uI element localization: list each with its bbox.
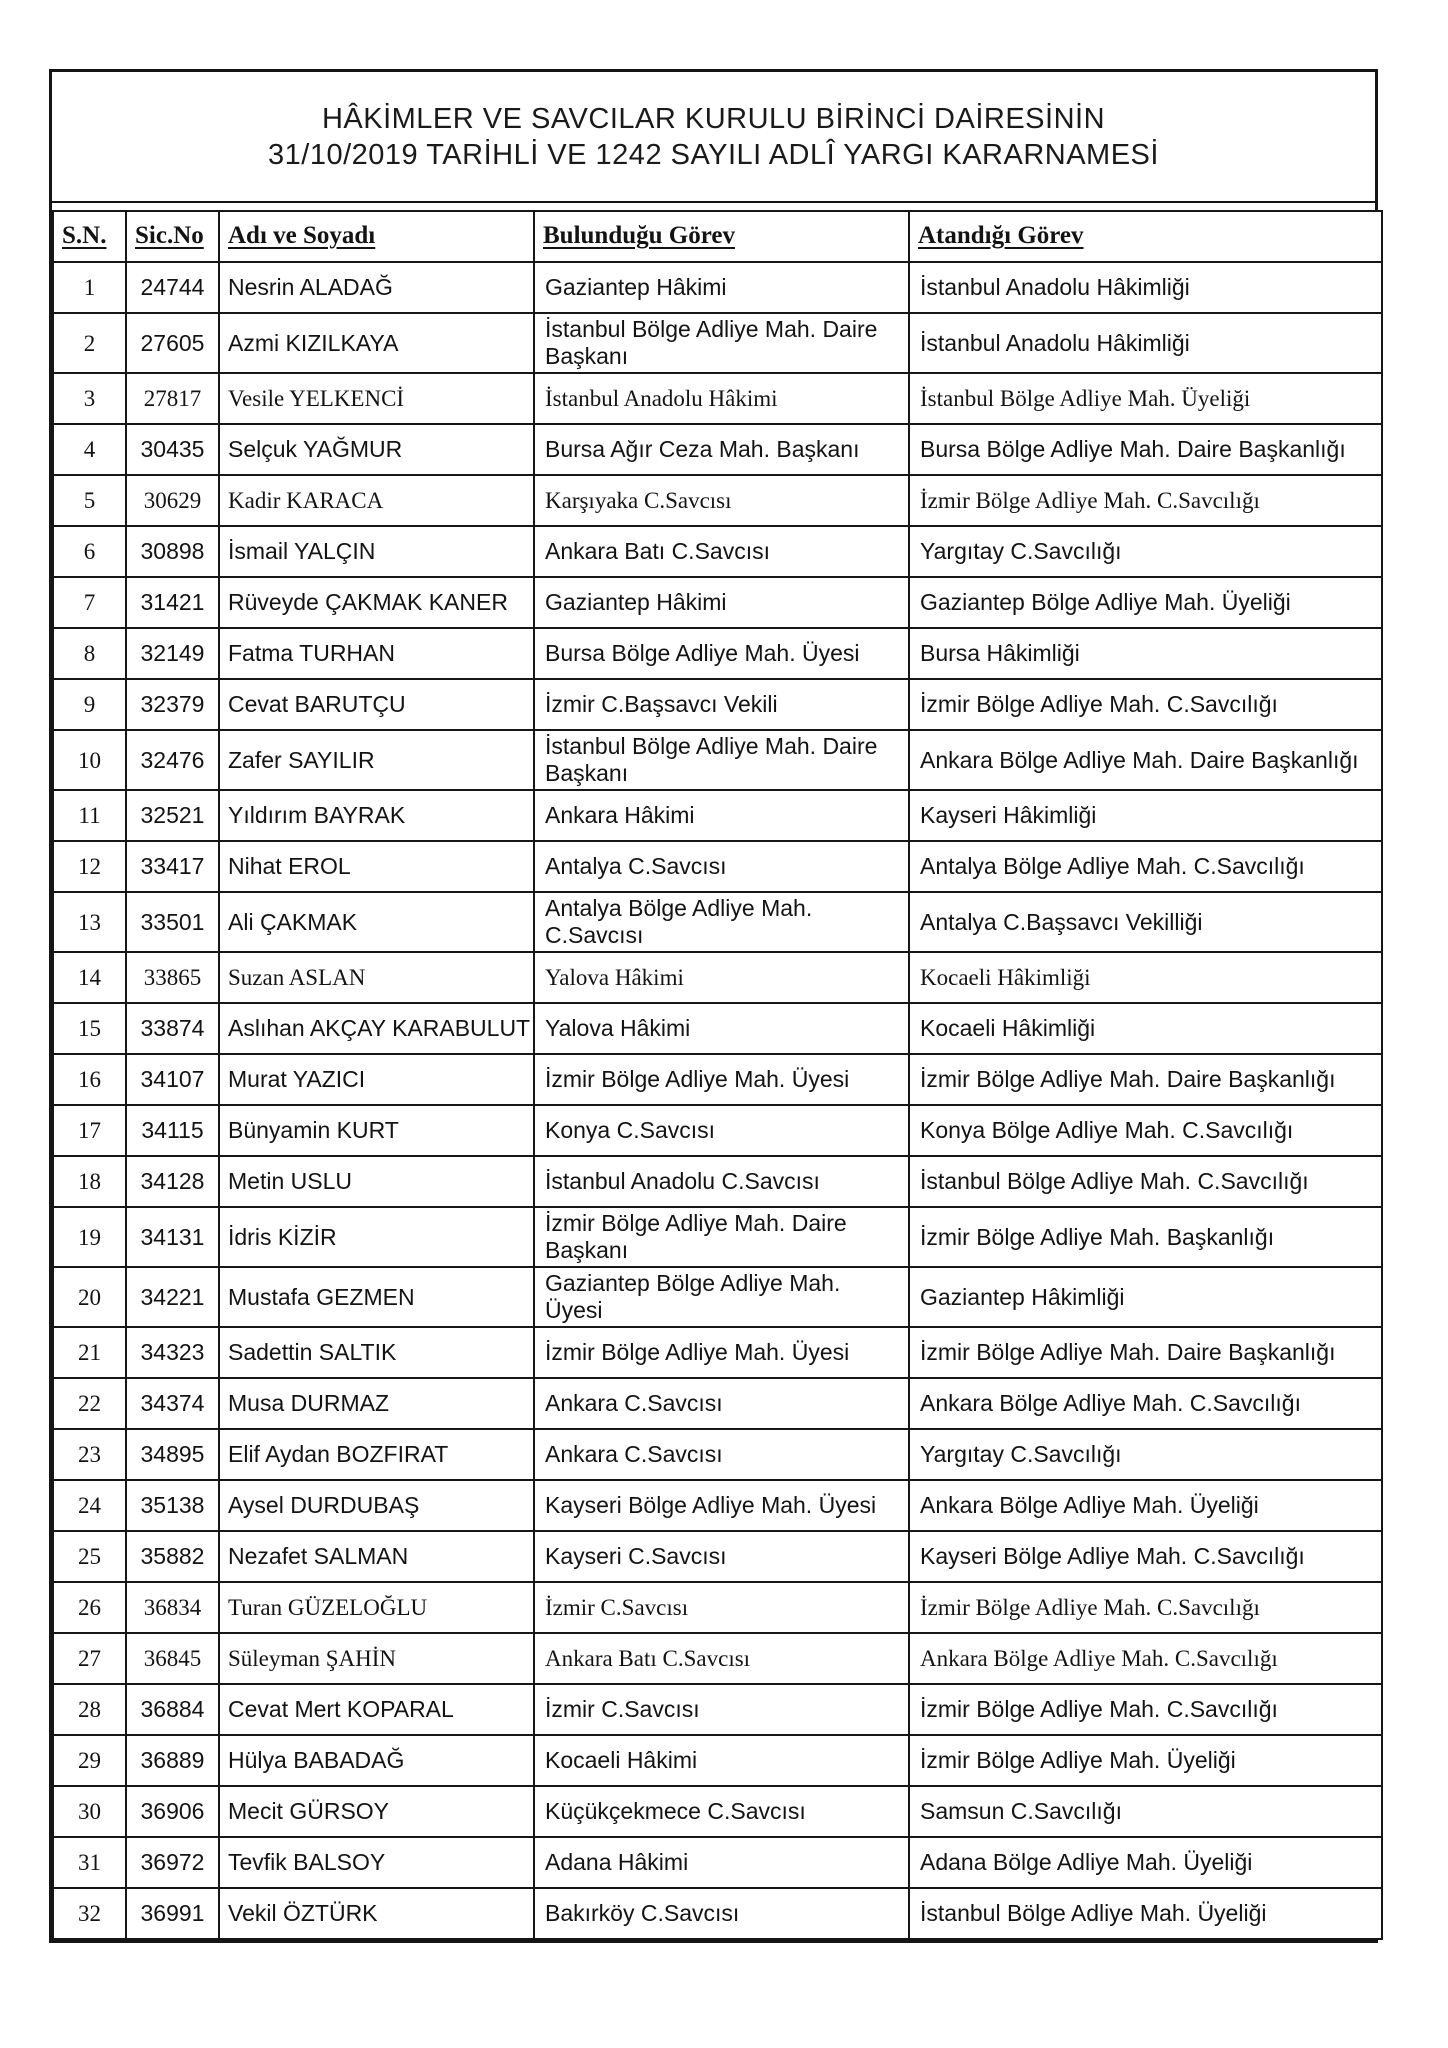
sicno-cell: 27605 bbox=[126, 313, 219, 373]
appointments-table bbox=[52, 210, 1383, 1940]
table-row bbox=[53, 1531, 1382, 1582]
current-cell: İstanbul Anadolu Hâkimi bbox=[534, 373, 909, 424]
assigned-cell: İzmir Bölge Adliye Mah. Daire Başkanlığı bbox=[909, 1327, 1382, 1378]
sicno-cell: 36991 bbox=[126, 1888, 219, 1939]
table-row bbox=[53, 1633, 1382, 1684]
table-row bbox=[53, 1582, 1382, 1633]
assigned-cell: İzmir Bölge Adliye Mah. C.Savcılığı bbox=[909, 679, 1382, 730]
sicno-cell: 33417 bbox=[126, 841, 219, 892]
name-cell: Selçuk YAĞMUR bbox=[219, 424, 534, 475]
table-row bbox=[53, 1156, 1382, 1207]
current-cell: Küçükçekmece C.Savcısı bbox=[534, 1786, 909, 1837]
current-cell: Yalova Hâkimi bbox=[534, 1003, 909, 1054]
sicno-cell: 34107 bbox=[126, 1054, 219, 1105]
current-cell: Bakırköy C.Savcısı bbox=[534, 1888, 909, 1939]
table-header-row bbox=[53, 211, 1382, 262]
current-cell: Kayseri C.Savcısı bbox=[534, 1531, 909, 1582]
current-cell: Ankara Hâkimi bbox=[534, 790, 909, 841]
current-cell: Ankara Batı C.Savcısı bbox=[534, 526, 909, 577]
current-cell: İstanbul Bölge Adliye Mah. Daire Başkanı bbox=[534, 313, 909, 373]
table-row bbox=[53, 1480, 1382, 1531]
sn-cell: 23 bbox=[53, 1429, 126, 1480]
sn-cell: 5 bbox=[53, 475, 126, 526]
sicno-cell: 34128 bbox=[126, 1156, 219, 1207]
name-cell: Hülya BABADAĞ bbox=[219, 1735, 534, 1786]
sn-cell: 28 bbox=[53, 1684, 126, 1735]
name-cell: Nesrin ALADAĞ bbox=[219, 262, 534, 313]
table-row bbox=[53, 373, 1382, 424]
sn-cell: 8 bbox=[53, 628, 126, 679]
table-row bbox=[53, 424, 1382, 475]
assigned-cell: Ankara Bölge Adliye Mah. C.Savcılığı bbox=[909, 1378, 1382, 1429]
assigned-cell: Antalya C.Başsavcı Vekilliği bbox=[909, 892, 1382, 952]
assigned-cell: Bursa Bölge Adliye Mah. Daire Başkanlığı bbox=[909, 424, 1382, 475]
sicno-cell: 36884 bbox=[126, 1684, 219, 1735]
assigned-cell: Kocaeli Hâkimliği bbox=[909, 1003, 1382, 1054]
sn-cell: 31 bbox=[53, 1837, 126, 1888]
name-cell: Bünyamin KURT bbox=[219, 1105, 534, 1156]
current-cell: İstanbul Anadolu C.Savcısı bbox=[534, 1156, 909, 1207]
name-cell: Musa DURMAZ bbox=[219, 1378, 534, 1429]
sicno-cell: 33865 bbox=[126, 952, 219, 1003]
assigned-cell: İzmir Bölge Adliye Mah. Başkanlığı bbox=[909, 1207, 1382, 1267]
assigned-cell: İzmir Bölge Adliye Mah. Daire Başkanlığı bbox=[909, 1054, 1382, 1105]
col-header-sn: S.N. bbox=[53, 211, 126, 262]
sicno-cell: 34115 bbox=[126, 1105, 219, 1156]
assigned-cell: Kayseri Bölge Adliye Mah. C.Savcılığı bbox=[909, 1531, 1382, 1582]
current-cell: İzmir C.Savcısı bbox=[534, 1582, 909, 1633]
decree-document bbox=[49, 69, 1378, 1943]
name-cell: Aslıhan AKÇAY KARABULUT bbox=[219, 1003, 534, 1054]
table-row bbox=[53, 628, 1382, 679]
assigned-cell: Adana Bölge Adliye Mah. Üyeliği bbox=[909, 1837, 1382, 1888]
current-cell: Konya C.Savcısı bbox=[534, 1105, 909, 1156]
table-row bbox=[53, 952, 1382, 1003]
sicno-cell: 27817 bbox=[126, 373, 219, 424]
name-cell: Murat YAZICI bbox=[219, 1054, 534, 1105]
current-cell: Bursa Bölge Adliye Mah. Üyesi bbox=[534, 628, 909, 679]
current-cell: Ankara C.Savcısı bbox=[534, 1429, 909, 1480]
sicno-cell: 24744 bbox=[126, 262, 219, 313]
sn-cell: 10 bbox=[53, 730, 126, 790]
document-title-line1: HÂKİMLER VE SAVCILAR KURULU BİRİNCİ DAİRESİNİN bbox=[321, 102, 1106, 135]
sn-cell: 11 bbox=[53, 790, 126, 841]
table-row bbox=[53, 1267, 1382, 1327]
document-title bbox=[52, 72, 1375, 203]
sn-cell: 15 bbox=[53, 1003, 126, 1054]
name-cell: Nezafet SALMAN bbox=[219, 1531, 534, 1582]
col-header-assigned: Atandığı Görev bbox=[909, 211, 1382, 262]
sn-cell: 27 bbox=[53, 1633, 126, 1684]
sicno-cell: 30898 bbox=[126, 526, 219, 577]
table-row bbox=[53, 577, 1382, 628]
assigned-cell: Kocaeli Hâkimliği bbox=[909, 952, 1382, 1003]
sicno-cell: 35138 bbox=[126, 1480, 219, 1531]
table-row bbox=[53, 1207, 1382, 1267]
sicno-cell: 34895 bbox=[126, 1429, 219, 1480]
assigned-cell: Antalya Bölge Adliye Mah. C.Savcılığı bbox=[909, 841, 1382, 892]
sn-cell: 3 bbox=[53, 373, 126, 424]
col-header-sicno: Sic.No bbox=[126, 211, 219, 262]
name-cell: Tevfik BALSOY bbox=[219, 1837, 534, 1888]
sn-cell: 29 bbox=[53, 1735, 126, 1786]
sicno-cell: 36906 bbox=[126, 1786, 219, 1837]
sn-cell: 16 bbox=[53, 1054, 126, 1105]
table-row bbox=[53, 526, 1382, 577]
table-row bbox=[53, 790, 1382, 841]
current-cell: Kocaeli Hâkimi bbox=[534, 1735, 909, 1786]
sn-cell: 12 bbox=[53, 841, 126, 892]
current-cell: Gaziantep Hâkimi bbox=[534, 262, 909, 313]
current-cell: İzmir Bölge Adliye Mah. Daire Başkanı bbox=[534, 1207, 909, 1267]
table-row bbox=[53, 1327, 1382, 1378]
assigned-cell: İzmir Bölge Adliye Mah. Üyeliği bbox=[909, 1735, 1382, 1786]
assigned-cell: Yargıtay C.Savcılığı bbox=[909, 1429, 1382, 1480]
name-cell: Suzan ASLAN bbox=[219, 952, 534, 1003]
sicno-cell: 30435 bbox=[126, 424, 219, 475]
name-cell: Mustafa GEZMEN bbox=[219, 1267, 534, 1327]
name-cell: Ali ÇAKMAK bbox=[219, 892, 534, 952]
sicno-cell: 36845 bbox=[126, 1633, 219, 1684]
sicno-cell: 36972 bbox=[126, 1837, 219, 1888]
sn-cell: 22 bbox=[53, 1378, 126, 1429]
current-cell: Ankara C.Savcısı bbox=[534, 1378, 909, 1429]
table-row bbox=[53, 841, 1382, 892]
current-cell: İzmir Bölge Adliye Mah. Üyesi bbox=[534, 1054, 909, 1105]
current-cell: Kayseri Bölge Adliye Mah. Üyesi bbox=[534, 1480, 909, 1531]
assigned-cell: Yargıtay C.Savcılığı bbox=[909, 526, 1382, 577]
sn-cell: 25 bbox=[53, 1531, 126, 1582]
sicno-cell: 34131 bbox=[126, 1207, 219, 1267]
table-row bbox=[53, 1105, 1382, 1156]
name-cell: Rüveyde ÇAKMAK KANER bbox=[219, 577, 534, 628]
table-row bbox=[53, 1003, 1382, 1054]
name-cell: Yıldırım BAYRAK bbox=[219, 790, 534, 841]
sicno-cell: 32149 bbox=[126, 628, 219, 679]
name-cell: Sadettin SALTIK bbox=[219, 1327, 534, 1378]
assigned-cell: İzmir Bölge Adliye Mah. C.Savcılığı bbox=[909, 1684, 1382, 1735]
assigned-cell: İstanbul Bölge Adliye Mah. Üyeliği bbox=[909, 373, 1382, 424]
current-cell: Gaziantep Bölge Adliye Mah. Üyesi bbox=[534, 1267, 909, 1327]
name-cell: Elif Aydan BOZFIRAT bbox=[219, 1429, 534, 1480]
current-cell: Ankara Batı C.Savcısı bbox=[534, 1633, 909, 1684]
sicno-cell: 32379 bbox=[126, 679, 219, 730]
assigned-cell: Gaziantep Bölge Adliye Mah. Üyeliği bbox=[909, 577, 1382, 628]
assigned-cell: Konya Bölge Adliye Mah. C.Savcılığı bbox=[909, 1105, 1382, 1156]
table-row bbox=[53, 679, 1382, 730]
name-cell: Turan GÜZELOĞLU bbox=[219, 1582, 534, 1633]
table-body bbox=[53, 262, 1382, 1939]
sn-cell: 14 bbox=[53, 952, 126, 1003]
title-table-gap bbox=[52, 203, 1375, 210]
assigned-cell: İzmir Bölge Adliye Mah. C.Savcılığı bbox=[909, 1582, 1382, 1633]
name-cell: Vekil ÖZTÜRK bbox=[219, 1888, 534, 1939]
name-cell: İdris KİZİR bbox=[219, 1207, 534, 1267]
current-cell: İzmir C.Başsavcı Vekili bbox=[534, 679, 909, 730]
name-cell: Mecit GÜRSOY bbox=[219, 1786, 534, 1837]
table-row bbox=[53, 892, 1382, 952]
current-cell: İstanbul Bölge Adliye Mah. Daire Başkanı bbox=[534, 730, 909, 790]
sicno-cell: 32521 bbox=[126, 790, 219, 841]
current-cell: Bursa Ağır Ceza Mah. Başkanı bbox=[534, 424, 909, 475]
sn-cell: 19 bbox=[53, 1207, 126, 1267]
col-header-current: Bulunduğu Görev bbox=[534, 211, 909, 262]
name-cell: İsmail YALÇIN bbox=[219, 526, 534, 577]
name-cell: Cevat Mert KOPARAL bbox=[219, 1684, 534, 1735]
assigned-cell: İstanbul Bölge Adliye Mah. Üyeliği bbox=[909, 1888, 1382, 1939]
sicno-cell: 34374 bbox=[126, 1378, 219, 1429]
table-row bbox=[53, 1735, 1382, 1786]
sn-cell: 32 bbox=[53, 1888, 126, 1939]
assigned-cell: Ankara Bölge Adliye Mah. Daire Başkanlığı bbox=[909, 730, 1382, 790]
sn-cell: 13 bbox=[53, 892, 126, 952]
sicno-cell: 36834 bbox=[126, 1582, 219, 1633]
assigned-cell: İstanbul Anadolu Hâkimliği bbox=[909, 262, 1382, 313]
sicno-cell: 35882 bbox=[126, 1531, 219, 1582]
current-cell: İzmir C.Savcısı bbox=[534, 1684, 909, 1735]
sn-cell: 30 bbox=[53, 1786, 126, 1837]
current-cell: Antalya C.Savcısı bbox=[534, 841, 909, 892]
table-row bbox=[53, 475, 1382, 526]
table-row bbox=[53, 730, 1382, 790]
sicno-cell: 33501 bbox=[126, 892, 219, 952]
sicno-cell: 34221 bbox=[126, 1267, 219, 1327]
current-cell: Antalya Bölge Adliye Mah. C.Savcısı bbox=[534, 892, 909, 952]
current-cell: Adana Hâkimi bbox=[534, 1837, 909, 1888]
table-row bbox=[53, 1684, 1382, 1735]
sn-cell: 7 bbox=[53, 577, 126, 628]
sn-cell: 21 bbox=[53, 1327, 126, 1378]
sicno-cell: 33874 bbox=[126, 1003, 219, 1054]
name-cell: Metin USLU bbox=[219, 1156, 534, 1207]
assigned-cell: İzmir Bölge Adliye Mah. C.Savcılığı bbox=[909, 475, 1382, 526]
assigned-cell: Kayseri Hâkimliği bbox=[909, 790, 1382, 841]
sicno-cell: 30629 bbox=[126, 475, 219, 526]
assigned-cell: İstanbul Anadolu Hâkimliği bbox=[909, 313, 1382, 373]
table-row bbox=[53, 1837, 1382, 1888]
assigned-cell: Samsun C.Savcılığı bbox=[909, 1786, 1382, 1837]
name-cell: Kadir KARACA bbox=[219, 475, 534, 526]
sicno-cell: 32476 bbox=[126, 730, 219, 790]
table-row bbox=[53, 1786, 1382, 1837]
assigned-cell: Ankara Bölge Adliye Mah. C.Savcılığı bbox=[909, 1633, 1382, 1684]
name-cell: Nihat EROL bbox=[219, 841, 534, 892]
current-cell: Gaziantep Hâkimi bbox=[534, 577, 909, 628]
name-cell: Zafer SAYILIR bbox=[219, 730, 534, 790]
name-cell: Aysel DURDUBAŞ bbox=[219, 1480, 534, 1531]
assigned-cell: Ankara Bölge Adliye Mah. Üyeliği bbox=[909, 1480, 1382, 1531]
sn-cell: 4 bbox=[53, 424, 126, 475]
table-row bbox=[53, 1378, 1382, 1429]
sn-cell: 26 bbox=[53, 1582, 126, 1633]
sn-cell: 20 bbox=[53, 1267, 126, 1327]
name-cell: Fatma TURHAN bbox=[219, 628, 534, 679]
table-row bbox=[53, 1429, 1382, 1480]
name-cell: Azmi KIZILKAYA bbox=[219, 313, 534, 373]
name-cell: Cevat BARUTÇU bbox=[219, 679, 534, 730]
sn-cell: 24 bbox=[53, 1480, 126, 1531]
table-row bbox=[53, 1888, 1382, 1939]
table-row bbox=[53, 313, 1382, 373]
sn-cell: 2 bbox=[53, 313, 126, 373]
current-cell: Karşıyaka C.Savcısı bbox=[534, 475, 909, 526]
sicno-cell: 36889 bbox=[126, 1735, 219, 1786]
table-row bbox=[53, 262, 1382, 313]
current-cell: Yalova Hâkimi bbox=[534, 952, 909, 1003]
name-cell: Süleyman ŞAHİN bbox=[219, 1633, 534, 1684]
sn-cell: 9 bbox=[53, 679, 126, 730]
col-header-name: Adı ve Soyadı bbox=[219, 211, 534, 262]
name-cell: Vesile YELKENCİ bbox=[219, 373, 534, 424]
table-row bbox=[53, 1054, 1382, 1105]
sn-cell: 18 bbox=[53, 1156, 126, 1207]
document-title-line2: 31/10/2019 TARİHLİ VE 1242 SAYILI ADLÎ YARGI KARARNAMESİ bbox=[268, 138, 1159, 171]
sn-cell: 6 bbox=[53, 526, 126, 577]
assigned-cell: Bursa Hâkimliği bbox=[909, 628, 1382, 679]
current-cell: İzmir Bölge Adliye Mah. Üyesi bbox=[534, 1327, 909, 1378]
sicno-cell: 34323 bbox=[126, 1327, 219, 1378]
sn-cell: 17 bbox=[53, 1105, 126, 1156]
sn-cell: 1 bbox=[53, 262, 126, 313]
assigned-cell: İstanbul Bölge Adliye Mah. C.Savcılığı bbox=[909, 1156, 1382, 1207]
assigned-cell: Gaziantep Hâkimliği bbox=[909, 1267, 1382, 1327]
sicno-cell: 31421 bbox=[126, 577, 219, 628]
